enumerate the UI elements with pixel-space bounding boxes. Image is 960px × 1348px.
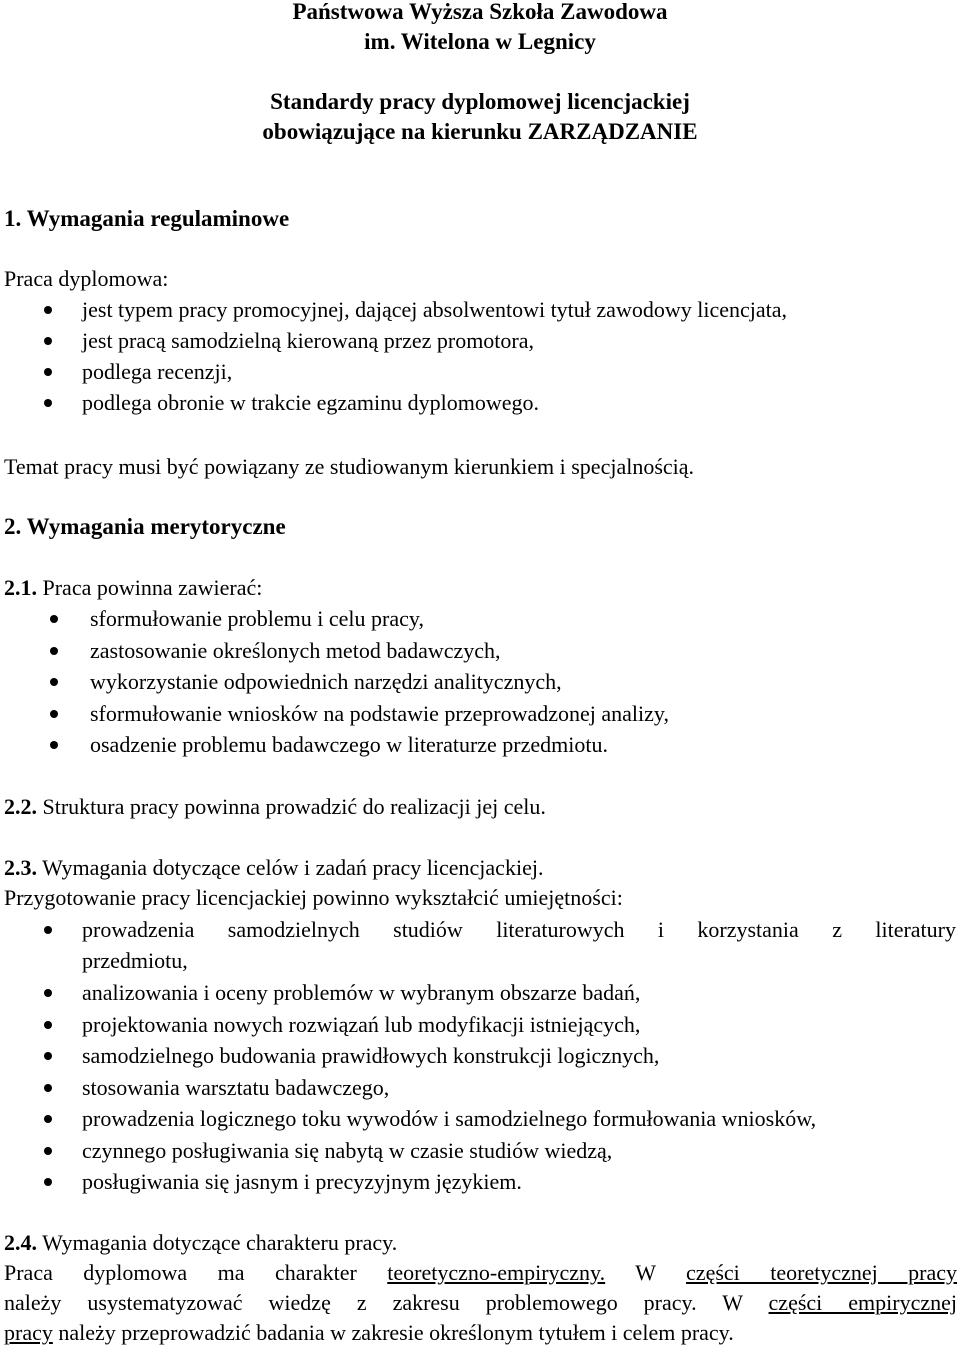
bullet-icon	[50, 678, 58, 686]
section1-heading: 1. Wymagania regulaminowe	[4, 206, 290, 231]
document-title-line2: obowiązujące na kierunku ZARZĄDZANIE	[262, 119, 698, 144]
list-item: posługiwania się jasnym i precyzyjnym językiem.	[82, 1166, 956, 1198]
list-item: stosowania warsztatu badawczego,	[82, 1072, 956, 1104]
section24-heading: 2.4. Wymagania dotyczące charakteru pracy.	[4, 1230, 398, 1255]
list-item: osadzenie problemu badawczego w literaturze przedmiotu.	[90, 729, 669, 761]
section23-list	[82, 914, 956, 1198]
document-title-line1: Standardy pracy dyplomowej licencjackiej	[270, 89, 690, 114]
section23-intro: Przygotowanie pracy licencjackiej powinno wykształcić umiejętności:	[4, 885, 623, 910]
school-patron: im. Witelona w Legnicy	[364, 29, 596, 54]
section21-heading: 2.1. Praca powinna zawierać:	[4, 575, 263, 600]
list-item: jest typem pracy promocyjnej, dającej absolwentowi tytuł zawodowy licencjata,	[82, 294, 787, 325]
bullet-icon	[50, 741, 58, 749]
bullet-icon	[44, 989, 52, 997]
list-item: prowadzenia samodzielnych studiów literaturowych i korzystania z literatury przedmiotu,	[82, 914, 956, 977]
bullet-icon	[44, 1052, 52, 1060]
section1-intro: Praca dyplomowa:	[4, 266, 169, 291]
list-item: podlega recenzji,	[82, 356, 787, 387]
list-item: sformułowanie problemu i celu pracy,	[90, 603, 669, 635]
bullet-icon	[50, 647, 58, 655]
list-item: wykorzystanie odpowiednich narzędzi analitycznych,	[90, 666, 669, 698]
bullet-icon	[44, 926, 52, 934]
bullet-icon	[44, 399, 52, 407]
section21-list	[90, 603, 669, 761]
section1-list	[82, 294, 787, 418]
bullet-icon	[44, 1178, 52, 1186]
list-item: podlega obronie w trakcie egzaminu dyplomowego.	[82, 387, 787, 418]
list-item: czynnego posługiwania się nabytą w czasie studiów wiedzą,	[82, 1135, 956, 1167]
list-item: prowadzenia logicznego toku wywodów i samodzielnego formułowania wniosków,	[82, 1103, 956, 1135]
list-item: samodzielnego budowania prawidłowych konstrukcji logicznych,	[82, 1040, 956, 1072]
bullet-icon	[44, 1147, 52, 1155]
list-item: zastosowanie określonych metod badawczych,	[90, 635, 669, 667]
bullet-icon	[44, 1084, 52, 1092]
section2-heading: 2. Wymagania merytoryczne	[4, 514, 286, 539]
section22-text: 2.2. Struktura pracy powinna prowadzić do realizacji jej celu.	[4, 794, 546, 819]
bullet-icon	[44, 1021, 52, 1029]
section24-paragraph-line2: należy usystematyzować wiedzę z zakresu problemowego pracy. W części empirycznej	[4, 1290, 957, 1315]
section23-heading: 2.3. Wymagania dotyczące celów i zadań pracy licencjackiej.	[4, 855, 544, 880]
bullet-icon	[44, 337, 52, 345]
school-name: Państwowa Wyższa Szkoła Zawodowa	[292, 0, 668, 24]
bullet-icon	[50, 710, 58, 718]
list-item: jest pracą samodzielną kierowaną przez promotora,	[82, 325, 787, 356]
section24-paragraph-line3: pracy należy przeprowadzić badania w zakresie określonym tytułem i celem pracy.	[4, 1320, 734, 1345]
section24-paragraph-line1: Praca dyplomowa ma charakter teoretyczno-empiryczny. W części teoretycznej pracy	[4, 1260, 958, 1285]
list-item: sformułowanie wniosków na podstawie przeprowadzonej analizy,	[90, 698, 669, 730]
list-item: analizowania i oceny problemów w wybranym obszarze badań,	[82, 977, 956, 1009]
list-item: projektowania nowych rozwiązań lub modyfikacji istniejących,	[82, 1009, 956, 1041]
bullet-icon	[44, 306, 52, 314]
bullet-icon	[50, 615, 58, 623]
bullet-icon	[44, 368, 52, 376]
bullet-icon	[44, 1115, 52, 1123]
topic-note: Temat pracy musi być powiązany ze studiowanym kierunkiem i specjalnością.	[4, 454, 695, 479]
